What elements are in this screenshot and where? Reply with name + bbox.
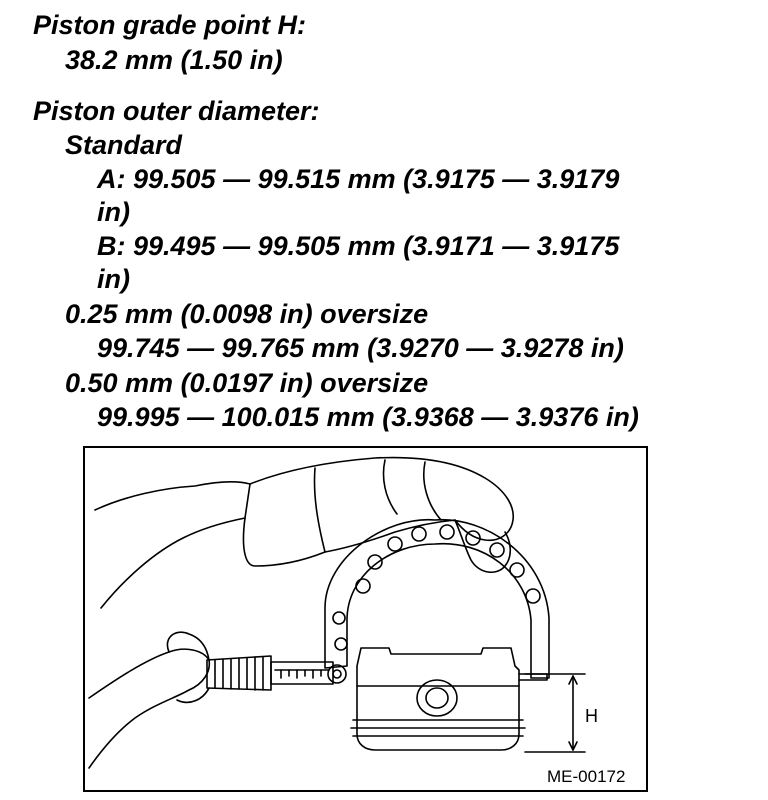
grade-b-line2: in) [97, 264, 130, 294]
grade-point-value: 38.2 mm (1.50 in) [65, 45, 283, 75]
grade-a-line1: A: 99.505 — 99.515 mm (3.9175 — 3.9179 [97, 164, 620, 194]
piston [357, 648, 519, 750]
outer-diameter-heading: Piston outer diameter: [33, 96, 320, 126]
dimension-label-h: H [585, 706, 598, 726]
oversize-050-label: 0.50 mm (0.0197 in) oversize [65, 368, 429, 398]
upper-hand [250, 458, 513, 552]
dimension-line-h [525, 674, 585, 752]
piston-measurement-figure [83, 446, 648, 792]
arm [95, 482, 250, 608]
standard-label: Standard [65, 130, 183, 160]
oversize-050-value: 99.995 — 100.015 mm (3.9368 — 3.9376 in) [97, 402, 639, 432]
grade-b-line1: B: 99.495 — 99.505 mm (3.9171 — 3.9175 [97, 231, 620, 261]
grade-a-line2: in) [97, 197, 130, 227]
figure-id: ME-00172 [547, 767, 626, 786]
oversize-025-label: 0.25 mm (0.0098 in) oversize [65, 299, 429, 329]
lower-hand [89, 649, 209, 768]
oversize-025-value: 99.745 — 99.765 mm (3.9270 — 3.9278 in) [97, 333, 624, 363]
micrometer-illustration [85, 448, 646, 790]
grade-point-heading: Piston grade point H: [33, 10, 306, 40]
